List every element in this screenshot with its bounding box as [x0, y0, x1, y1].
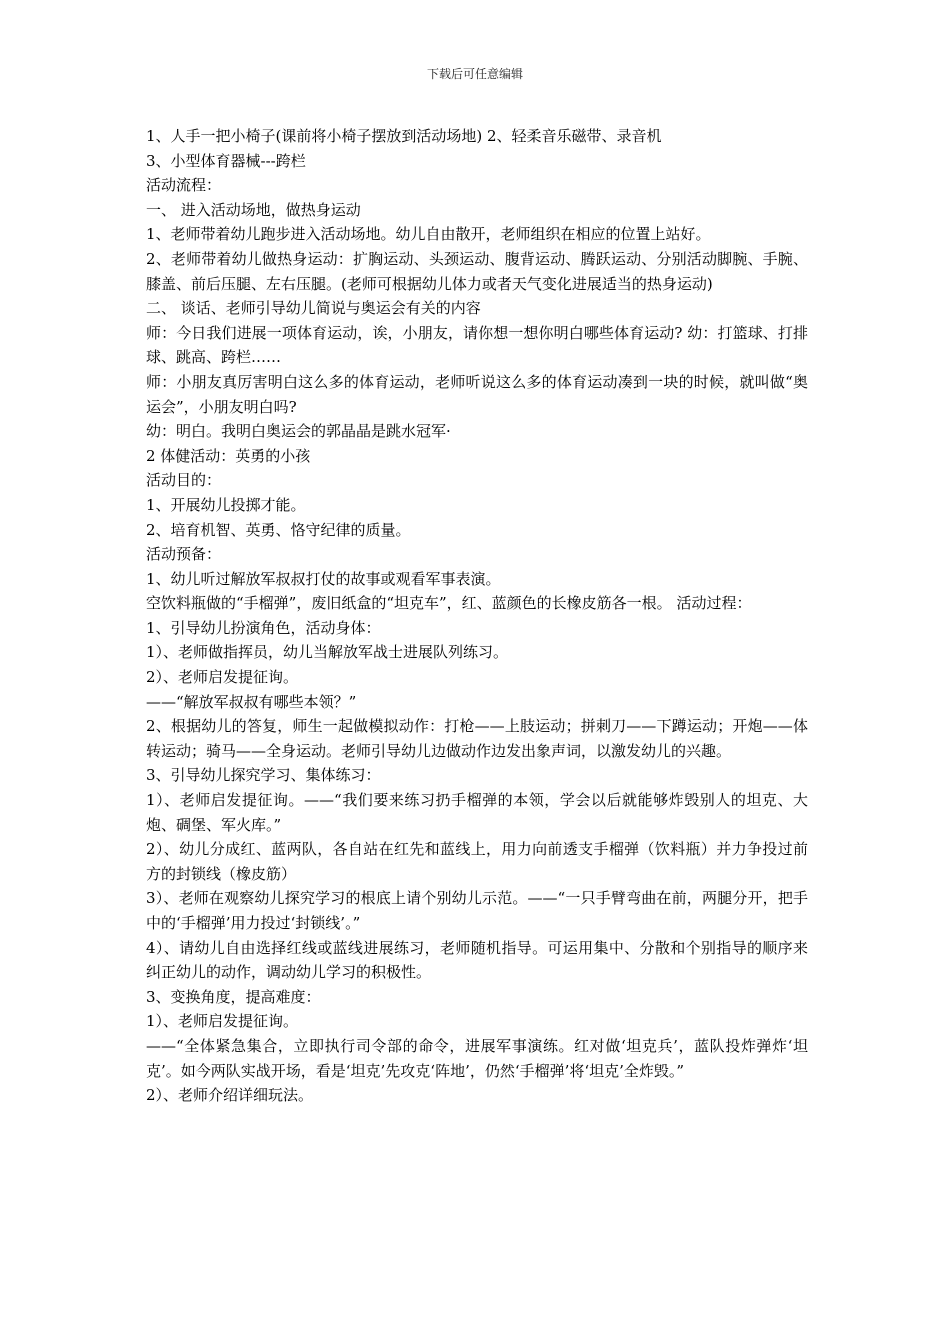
- paragraph: 2）、幼儿分成红、蓝两队，各自站在红先和蓝线上，用力向前透支手榴弹（饮料瓶）并力争投过前方的封锁线（橡皮筋）: [146, 840, 808, 883]
- paragraph: 2、培育机智、英勇、恪守纪律的质量。: [146, 520, 411, 539]
- paragraph: 师：今日我们进展一项体育运动，诶，小朋友，请你想一想你明白哪些体育运动? 幼：打篮球、打排球、跳高、跨栏……: [146, 323, 808, 367]
- paragraph: 1、人手一把小椅子(课前将小椅子摆放到活动场地) 2、轻柔音乐磁带、录音机: [146, 127, 662, 145]
- paragraph: 二、 谈话、老师引导幼儿简说与奥运会有关的内容: [146, 299, 481, 318]
- paragraph: ——“全体紧急集合，立即执行司令部的命令，进展军事演练。红对做‘坦克兵’，蓝队投炸弹炸‘坦克’。如今两队实战开场，看是‘坦克’先攻克‘阵地’，仍然‘手榴弹’将‘坦克’全炸毁。”: [146, 1036, 808, 1080]
- paragraph: 2 体健活动：英勇的小孩: [146, 446, 311, 465]
- document-body: [146, 124, 808, 1108]
- paragraph: 2）、老师启发提征询。: [146, 668, 299, 687]
- paragraph: 1）、老师做指挥员，幼儿当解放军战士进展队列练习。: [146, 643, 509, 662]
- paragraph: 活动目的：: [146, 471, 222, 490]
- paragraph: 1、开展幼儿投掷才能。: [146, 495, 306, 514]
- paragraph: 一、 进入活动场地，做热身运动: [146, 200, 361, 219]
- paragraph: 4）、请幼儿自由选择红线或蓝线进展练习，老师随机指导。可运用集中、分散和个别指导的顺序来纠正幼儿的动作，调动幼儿学习的积极性。: [146, 938, 808, 982]
- paragraph: 师：小朋友真厉害明白这么多的体育运动，老师听说这么多的体育运动凑到一块的时候，就叫做“奥运会”，小朋友明白吗?: [146, 372, 808, 416]
- paragraph: 2、根据幼儿的答复，师生一起做模拟动作：打枪——上肢运动；拼刺刀——下蹲运动；开炮——体转运动；骑马——全身运动。老师引导幼儿边做动作边发出象声词，以激发幼儿的兴趣。: [146, 717, 808, 760]
- paragraph: 幼：明白。我明白奥运会的郭晶晶是跳水冠军·: [146, 422, 451, 441]
- paragraph: ——“解放军叔叔有哪些本领？”: [146, 692, 357, 711]
- paragraph: 3、引导幼儿探究学习、集体练习：: [146, 766, 381, 785]
- paragraph: 空饮料瓶做的“手榴弹”，废旧纸盒的“坦克车”，红、蓝颜色的长橡皮筋各一根。 活动过程：: [146, 594, 752, 613]
- paragraph: 1、引导幼儿扮演角色，活动身体：: [146, 618, 381, 637]
- paragraph: 1）、老师启发提征询。: [146, 1012, 299, 1031]
- paragraph: 1）、老师启发提征询。——“我们要来练习扔手榴弹的本领，学会以后就能够炸毁别人的坦克、大炮、碉堡、军火库。”: [146, 791, 808, 834]
- paragraph: 活动流程：: [146, 176, 222, 195]
- paragraph: 3、变换角度，提高难度：: [146, 987, 321, 1006]
- paragraph: 3）、老师在观察幼儿探究学习的根底上请个别幼儿示范。——“一只手臂弯曲在前，两腿分开，把手中的‘手榴弹’用力投过‘封锁线’。”: [146, 889, 808, 932]
- paragraph: 2、老师带着幼儿做热身运动：扩胸运动、头颈运动、腹背运动、腾跃运动、分别活动脚腕、手腕、膝盖、前后压腿、左右压腿。(老师可根据幼儿体力或者天气变化进展适当的热身运动): [146, 249, 808, 293]
- paragraph: 活动预备：: [146, 545, 222, 564]
- paragraph: 1、老师带着幼儿跑步进入活动场地。幼儿自由散开，老师组织在相应的位置上站好。: [146, 225, 711, 244]
- page-header: 下载后可任意编辑: [426, 67, 523, 81]
- paragraph: 3、小型体育器械---跨栏: [146, 151, 306, 170]
- paragraph: 2）、老师介绍详细玩法。: [146, 1086, 314, 1105]
- paragraph: 1、幼儿听过解放军叔叔打仗的故事或观看军事表演。: [146, 569, 501, 588]
